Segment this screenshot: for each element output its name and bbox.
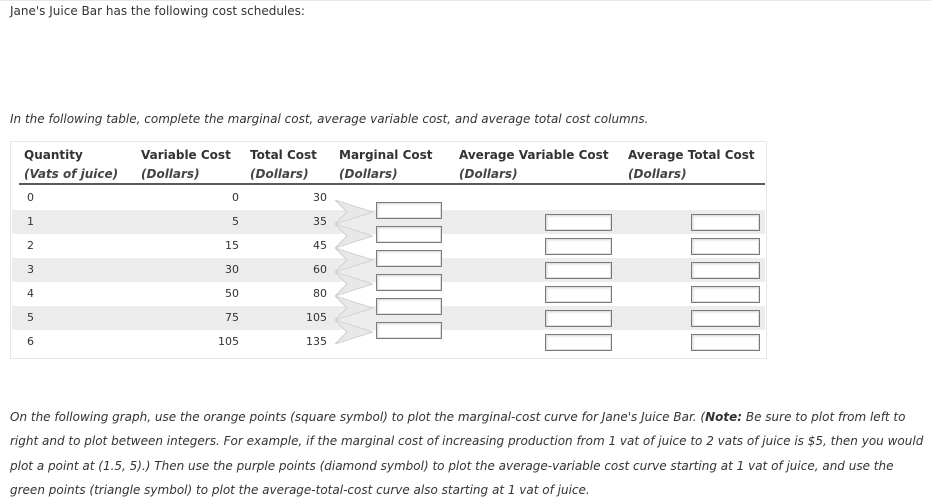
header-marginal-cost-unit: (Dollars) xyxy=(339,167,398,181)
header-avc-title: Average Variable Cost xyxy=(459,148,609,162)
header-marginal-cost xyxy=(339,146,433,184)
variable-cost-cell: 105 xyxy=(218,335,239,348)
header-avc-unit: (Dollars) xyxy=(459,167,518,181)
variable-cost-cell: 0 xyxy=(232,191,239,204)
average-total-cost-input[interactable] xyxy=(691,238,760,255)
header-rule xyxy=(19,183,765,185)
chevron-right-icon xyxy=(335,296,373,320)
header-average-total-cost xyxy=(628,146,755,184)
average-variable-cost-input[interactable] xyxy=(545,310,612,327)
quantity-cell: 0 xyxy=(27,191,34,204)
variable-cost-cell: 50 xyxy=(225,287,239,300)
header-quantity-title: Quantity xyxy=(24,148,83,162)
header-total-cost-title: Total Cost xyxy=(250,148,317,162)
quantity-cell: 1 xyxy=(27,215,34,228)
average-total-cost-input[interactable] xyxy=(691,262,760,279)
header-atc-unit: (Dollars) xyxy=(628,167,687,181)
cost-table xyxy=(10,141,767,359)
average-total-cost-input[interactable] xyxy=(691,286,760,303)
header-quantity-unit: (Vats of juice) xyxy=(24,167,119,181)
note-label: Note: xyxy=(705,410,743,424)
graph-instructions-part2: Be sure to plot from left to right and to plot between integers. For example, if the marginal cost of increasing production from 1 vat of juice to 2 vats of juice is $5, then you would plot a point at (1.5, 5).) Then use the purple points (diamond symbol) to plot the average-variable cost curve starting at 1 vat of juice, and use the green points (triangle symbol) to plot the average-total-cost curve also starting at 1 vat of juice. xyxy=(10,410,924,497)
total-cost-cell: 105 xyxy=(306,311,327,324)
marginal-cost-input[interactable] xyxy=(376,202,442,219)
quantity-cell: 2 xyxy=(27,239,34,252)
average-total-cost-input[interactable] xyxy=(691,334,760,351)
header-variable-cost-unit: (Dollars) xyxy=(141,167,200,181)
chevron-right-icon xyxy=(335,272,373,296)
average-variable-cost-input[interactable] xyxy=(545,262,612,279)
variable-cost-cell: 75 xyxy=(225,311,239,324)
average-variable-cost-input[interactable] xyxy=(545,334,612,351)
chevron-right-icon xyxy=(335,200,373,224)
average-variable-cost-input[interactable] xyxy=(545,214,612,231)
top-divider xyxy=(0,0,931,1)
average-variable-cost-input[interactable] xyxy=(545,286,612,303)
quantity-cell: 5 xyxy=(27,311,34,324)
chevron-right-icon xyxy=(335,224,373,248)
header-total-cost-unit: (Dollars) xyxy=(250,167,309,181)
total-cost-cell: 30 xyxy=(313,191,327,204)
marginal-cost-input[interactable] xyxy=(376,226,442,243)
chevron-right-icon xyxy=(335,248,373,272)
header-quantity xyxy=(24,146,118,184)
variable-cost-cell: 30 xyxy=(225,263,239,276)
graph-instructions-part1: On the following graph, use the orange points (square symbol) to plot the marginal-cost curve for Jane's Juice Bar. ( xyxy=(10,410,706,424)
average-total-cost-input[interactable] xyxy=(691,310,760,327)
total-cost-cell: 35 xyxy=(313,215,327,228)
header-variable-cost xyxy=(141,146,231,184)
header-average-variable-cost xyxy=(459,146,609,184)
variable-cost-cell: 15 xyxy=(225,239,239,252)
chevron-right-icon xyxy=(335,320,373,344)
total-cost-cell: 45 xyxy=(313,239,327,252)
quantity-cell: 6 xyxy=(27,335,34,348)
average-variable-cost-input[interactable] xyxy=(545,238,612,255)
graph-instructions xyxy=(10,405,926,502)
header-total-cost xyxy=(250,146,317,184)
quantity-cell: 4 xyxy=(27,287,34,300)
marginal-cost-input[interactable] xyxy=(376,322,442,339)
header-variable-cost-title: Variable Cost xyxy=(141,148,231,162)
total-cost-cell: 60 xyxy=(313,263,327,276)
variable-cost-cell: 5 xyxy=(232,215,239,228)
marginal-cost-input[interactable] xyxy=(376,274,442,291)
marginal-cost-input[interactable] xyxy=(376,298,442,315)
header-atc-title: Average Total Cost xyxy=(628,148,755,162)
total-cost-cell: 135 xyxy=(306,335,327,348)
intro-text: Jane's Juice Bar has the following cost schedules: xyxy=(10,4,305,18)
header-marginal-cost-title: Marginal Cost xyxy=(339,148,433,162)
quantity-cell: 3 xyxy=(27,263,34,276)
table-instruction: In the following table, complete the marginal cost, average variable cost, and average total cost columns. xyxy=(10,112,649,126)
average-total-cost-input[interactable] xyxy=(691,214,760,231)
marginal-cost-input[interactable] xyxy=(376,250,442,267)
total-cost-cell: 80 xyxy=(313,287,327,300)
